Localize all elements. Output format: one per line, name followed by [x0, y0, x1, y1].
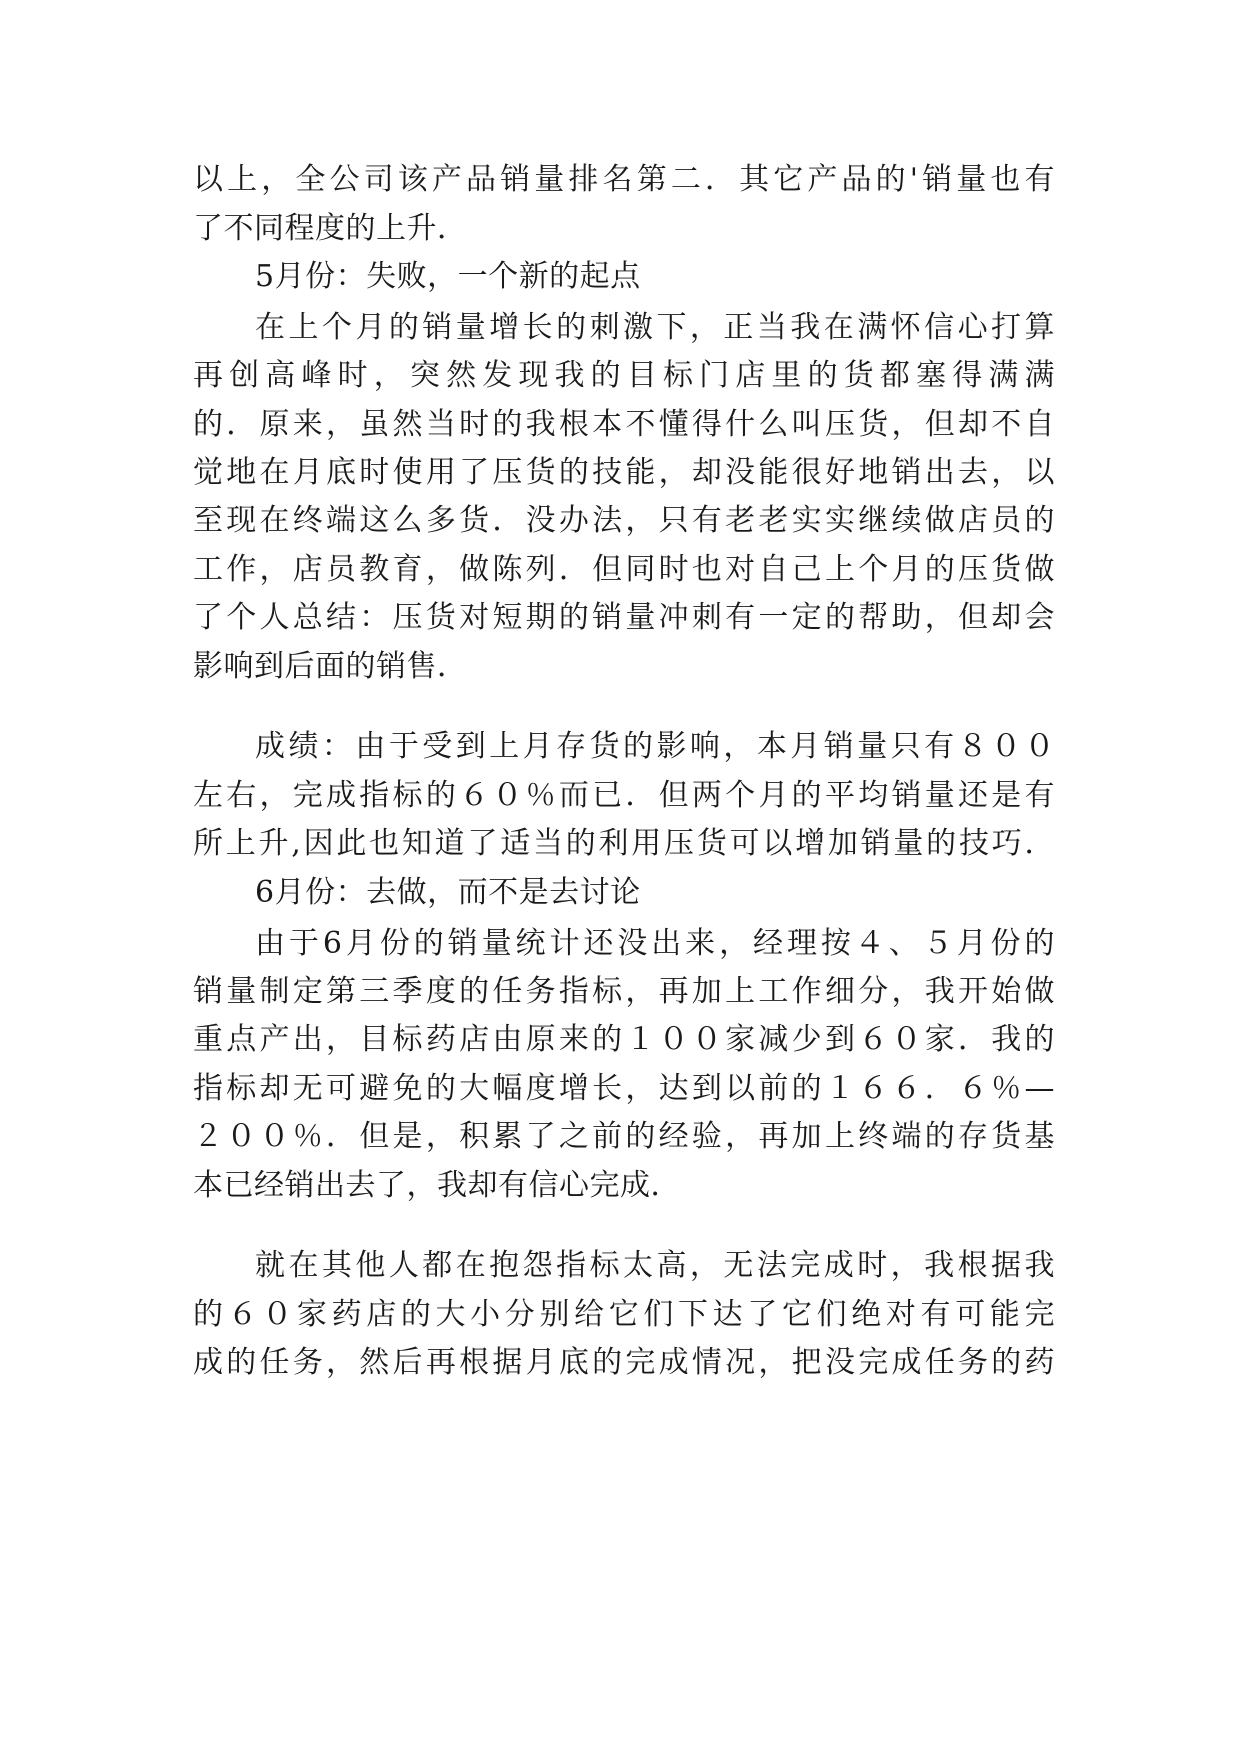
text-line: 的．原来，虽然当时的我根本不懂得什么叫压货，但却不自 [193, 407, 1055, 442]
text-line: 成的任务，然后再根据月底的完成情况，把没完成任务的药 [193, 1345, 1055, 1380]
text-line: 工作，店员教育，做陈列．但同时也对自己上个月的压货做 [193, 552, 1055, 587]
text-line: 影响到后面的销售． [193, 649, 468, 684]
text-line: 左右，完成指标的６０％而已．但两个月的平均销量还是有 [193, 778, 1055, 813]
text-line: 在上个月的销量增长的刺激下，正当我在满怀信心打算 [255, 310, 1055, 345]
text-line: 由于6月份的销量统计还没出来，经理按４、５月份的 [255, 926, 1055, 961]
text-line: ２００％．但是，积累了之前的经验，再加上终端的存货基 [193, 1119, 1055, 1154]
text-line: 就在其他人都在抱怨指标太高，无法完成时，我根据我 [255, 1248, 1055, 1283]
text-line: 的６０家药店的大小分别给它们下达了它们绝对有可能完 [193, 1297, 1055, 1332]
text-line: 至现在终端这么多货．没办法，只有老老实实继续做店员的 [193, 503, 1055, 538]
text-line: 再创高峰时，突然发现我的目标门店里的货都塞得满满 [193, 358, 1055, 393]
text-line: 成绩：由于受到上月存货的影响，本月销量只有８００ [255, 729, 1055, 764]
text-line: 觉地在月底时使用了压货的技能，却没能很好地销出去，以 [193, 455, 1055, 490]
text-line: 了个人总结：压货对短期的销量冲刺有一定的帮助，但却会 [193, 600, 1055, 635]
section-heading: 6月份：去做，而不是去讨论 [255, 875, 641, 910]
text-line: 所上升,因此也知道了适当的利用压货可以增加销量的技巧． [193, 826, 1055, 861]
text-line: 以上，全公司该产品销量排名第二．其它产品的'销量也有 [193, 162, 1055, 197]
text-line: 销量制定第三季度的任务指标，再加上工作细分，我开始做 [193, 974, 1055, 1009]
section-heading: 5月份：失败，一个新的起点 [255, 259, 641, 294]
text-line: 重点产出，目标药店由原来的１００家减少到６０家．我的 [193, 1022, 1055, 1057]
text-line: 了不同程度的上升． [193, 211, 468, 246]
text-line: 指标却无可避免的大幅度增长，达到以前的１６６．６％— [193, 1071, 1055, 1106]
text-line: 本已经销出去了，我却有信心完成． [193, 1168, 681, 1203]
